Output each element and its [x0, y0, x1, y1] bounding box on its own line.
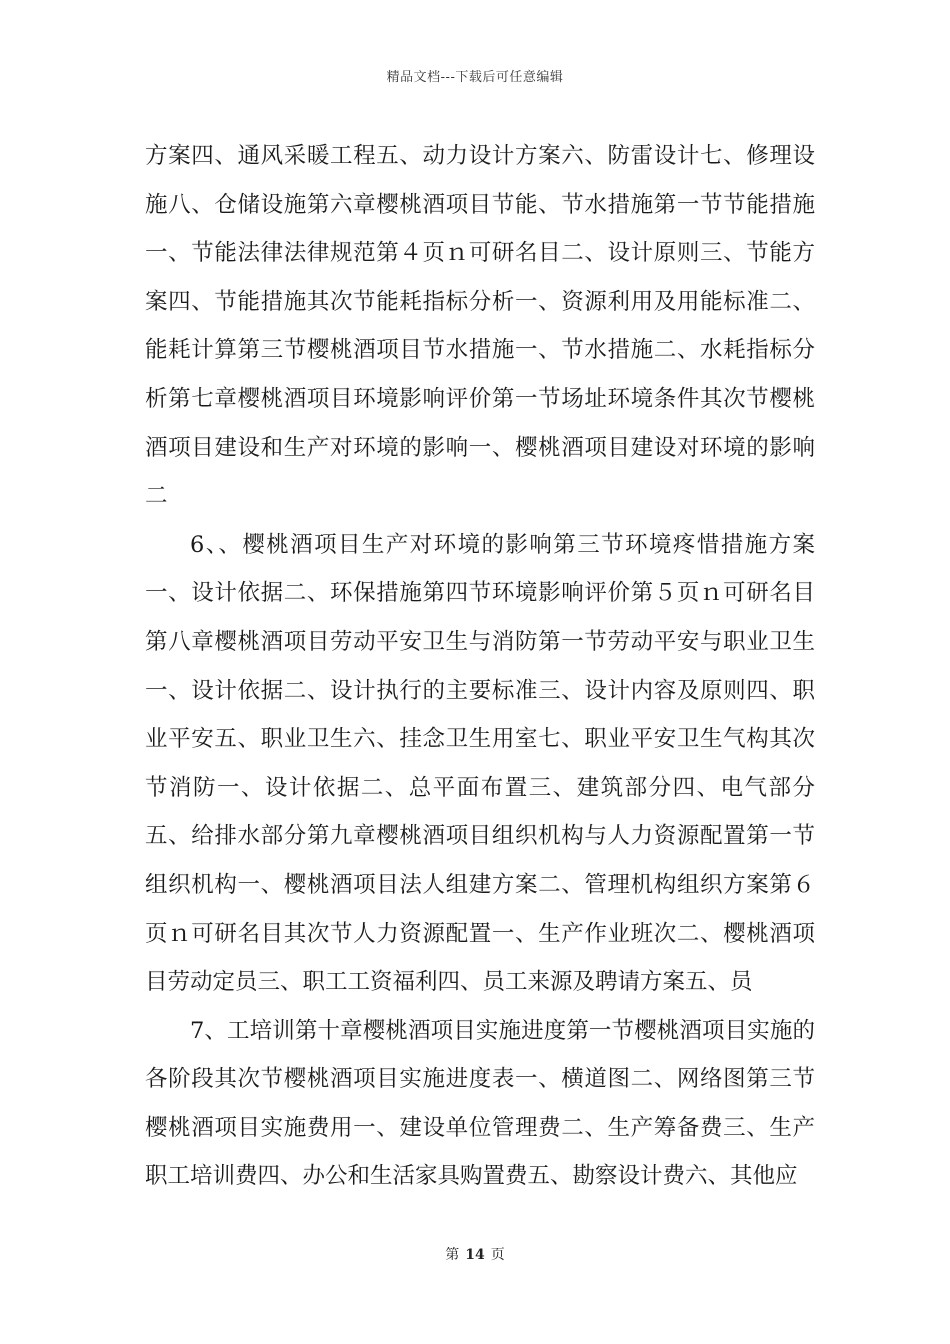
paragraph-2: 6、、樱桃酒项目生产对环境的影响第三节环境疼惜措施方案一、设计依据二、环保措施第四节环境影响评价第５页ｎ可研名目第八章樱桃酒项目劳动平安卫生与消防第一节劳动平安与职业卫生一、设计依据二、设计执行的主要标准三、设计内容及原则四、职业平安五、职业卫生六、挂念卫生用室七、职业平安卫生气构其次节消防一、设计依据二、总平面布置三、建筑部分四、电气部分五、给排水部分第九章樱桃酒项目组织机构与人力资源配置第一节组织机构一、樱桃酒项目法人组建方案二、管理机构组织方案第６页ｎ可研名目其次节人力资源配置一、生产作业班次二、樱桃酒项目劳动定员三、职工工资福利四、员工来源及聘请方案五、员 [145, 531, 815, 996]
page-header: 精品文档---下载后可任意编辑 [386, 70, 564, 85]
paragraph-3: 7、工培训第十章樱桃酒项目实施进度第一节樱桃酒项目实施的各阶段其次节樱桃酒项目实施进度表一、横道图二、网络图第三节樱桃酒项目实施费用一、建设单位管理费二、生产筹备费三、生产职工培训费四、办公和生活家具购置费五、勘察设计费六、其他应 [145, 1017, 815, 1190]
page-number-prefix: 第 [445, 1247, 460, 1263]
page-number-suffix: 页 [490, 1247, 505, 1263]
paragraph-1: 方案四、通风采暖工程五、动力设计方案六、防雷设计七、修理设施八、仓储设施第六章樱桃酒项目节能、节水措施第一节节能措施一、节能法律法律规范第４页ｎ可研名目二、设计原则三、节能方案四、节能措施其次节能耗指标分析一、资源利用及用能标准二、能耗计算第三节樱桃酒项目节水措施一、节水措施二、水耗指标分析第七章樱桃酒项目环境影响评价第一节场址环境条件其次节樱桃酒项目建设和生产对环境的影响一、樱桃酒项目建设对环境的影响二 [145, 143, 815, 510]
document-body [145, 132, 815, 1201]
page-number: 14 [465, 1247, 485, 1263]
page-footer [0, 1244, 950, 1264]
